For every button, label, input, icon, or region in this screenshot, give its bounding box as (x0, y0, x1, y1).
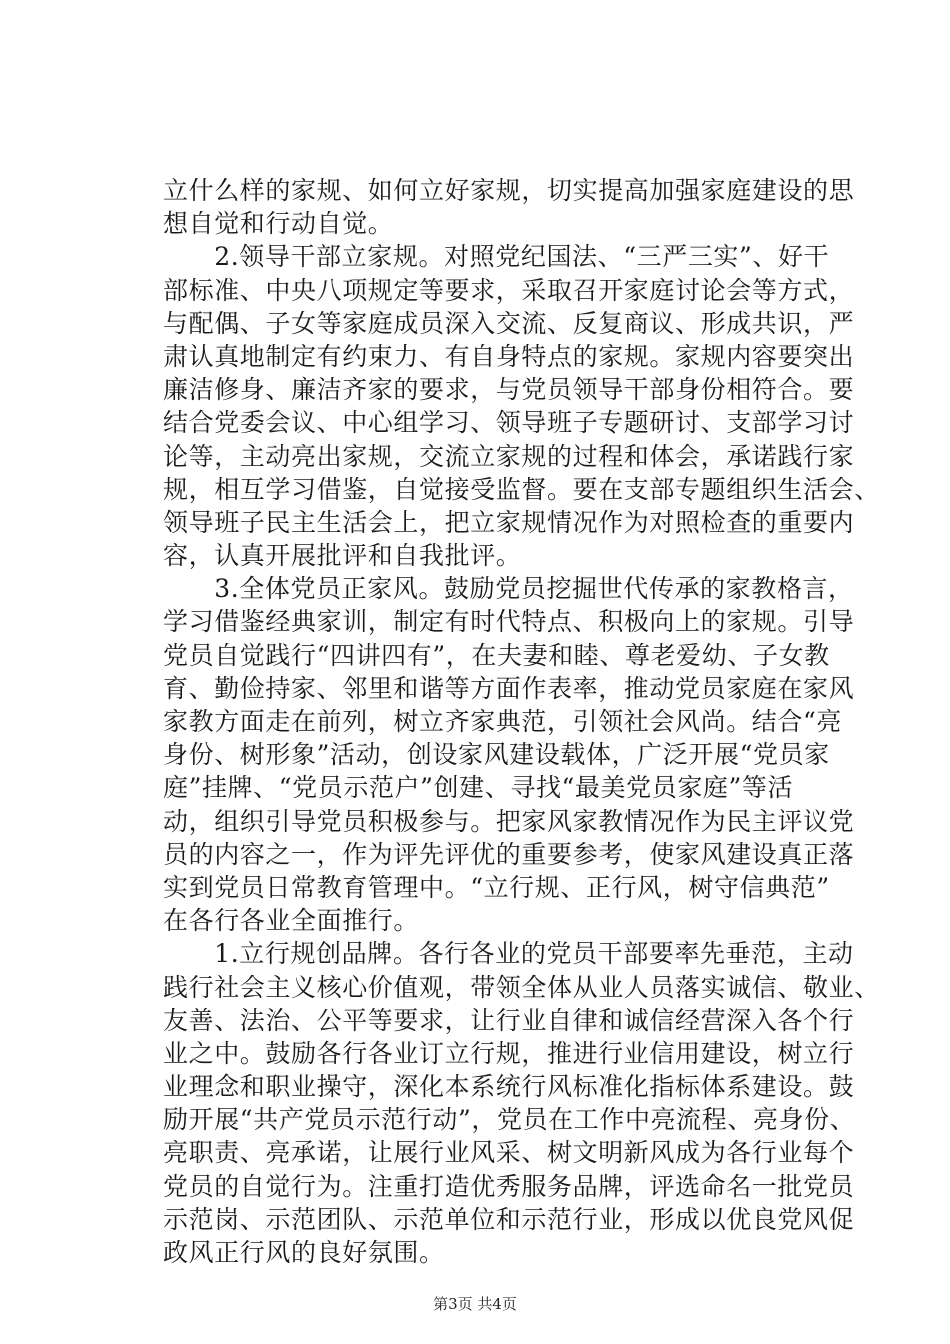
text-line: 友善、法治、公平等要求，让行业自律和诚信经营深入各个行 (163, 1005, 855, 1035)
text-line: 身份、树形象”活动，创设家风建设载体，广泛开展“党员家 (163, 740, 830, 770)
text-line: 3.全体党员正家风。鼓励党员挖掘世代传承的家教格言， (163, 574, 854, 604)
text-line: 政风正行风的良好氛围。 (163, 1238, 445, 1267)
text-line: 育、勤俭持家、邻里和谐等方面作表率，推动党员家庭在家风 (163, 673, 855, 703)
text-line: 庭”挂牌、“党员示范户”创建、寻找“最美党员家庭”等活 (163, 773, 794, 803)
text-line: 业理念和职业操守，深化本系统行风标准化指标体系建设。鼓 (163, 1072, 855, 1102)
text-line: 业之中。鼓励各行各业订立行规，推进行业信用建设，树立行 (163, 1038, 855, 1068)
text-line: 在各行各业全面推行。 (163, 906, 420, 936)
text-line: 亮职责、亮承诺，让展行业风采、树文明新风成为各行业每个 (163, 1138, 855, 1168)
text-line: 规，相互学习借鉴，自觉接受监督。要在支部专题组织生活会、 (163, 474, 880, 504)
document-body (163, 174, 880, 1269)
text-line: 党员自觉践行“四讲四有”，在夫妻和睦、尊老爱幼、子女教 (163, 640, 830, 670)
text-line: 励开展“共产党员示范行动”，党员在工作中亮流程、亮身份、 (163, 1105, 856, 1135)
text-line: 容，认真开展批评和自我批评。 (163, 541, 522, 571)
text-line: 实到党员日常教育管理中。“立行规、正行风，树守信典范” (163, 872, 830, 902)
text-line: 论等，主动亮出家规，交流立家规的过程和体会，承诺践行家 (163, 441, 855, 471)
page-footer: 第3页 共4页 (433, 1295, 517, 1313)
text-line: 动，组织引导党员积极参与。把家风家教情况作为民主评议党 (163, 806, 855, 836)
text-line: 2.领导干部立家规。对照党纪国法、“三严三实”、好干 (163, 242, 830, 272)
text-line: 示范岗、示范团队、示范单位和示范行业，形成以优良党风促 (163, 1204, 855, 1234)
text-line: 廉洁修身、廉洁齐家的要求，与党员领导干部身份相符合。要 (163, 375, 855, 405)
text-line: 立什么样的家规、如何立好家规，切实提高加强家庭建设的思 (163, 176, 855, 205)
text-line: 结合党委会议、中心组学习、领导班子专题研讨、支部学习讨 (163, 408, 855, 438)
text-line: 领导班子民主生活会上，把立家规情况作为对照检查的重要内 (163, 507, 855, 537)
text-line: 家教方面走在前列，树立齐家典范，引领社会风尚。结合“亮 (163, 707, 842, 736)
text-line: 想自觉和行动自觉。 (163, 209, 394, 239)
text-line: 践行社会主义核心价值观，带领全体从业人员落实诚信、敬业、 (163, 972, 880, 1002)
text-line: 部标准、中央八项规定等要求，采取召开家庭讨论会等方式， (163, 275, 855, 305)
text-line: 肃认真地制定有约束力、有自身特点的家规。家规内容要突出 (163, 341, 855, 371)
text-line: 与配偶、子女等家庭成员深入交流、反复商议、形成共识，严 (163, 308, 855, 338)
text-line: 学习借鉴经典家训，制定有时代特点、积极向上的家规。引导 (163, 607, 855, 637)
text-line: 党员的自觉行为。注重打造优秀服务品牌，评选命名一批党员 (163, 1171, 855, 1201)
text-line: 1.立行规创品牌。各行各业的党员干部要率先垂范，主动 (163, 939, 854, 969)
text-line: 员的内容之一，作为评先评优的重要参考，使家风建设真正落 (163, 839, 855, 869)
